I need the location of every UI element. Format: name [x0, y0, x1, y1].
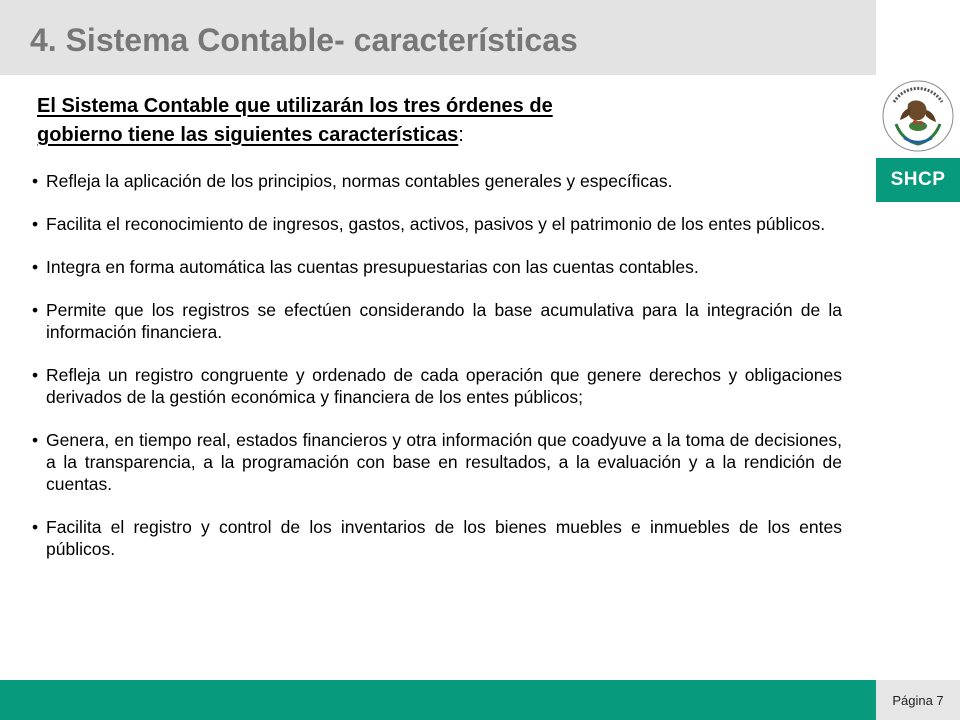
list-item-text: Genera, en tiempo real, estados financieros y otra información que coadyuve a la toma de decisiones, a la transparencia, a la programación con base en resultados, a la evaluación y a la rendición de cuentas.	[46, 430, 842, 494]
list-item	[30, 429, 842, 495]
bullet-icon: •	[32, 365, 39, 385]
list-item	[30, 516, 842, 560]
bullet-icon: •	[32, 171, 39, 191]
bullet-icon: •	[32, 430, 39, 450]
agency-logo: SHCP	[876, 158, 960, 202]
bullet-icon: •	[32, 214, 39, 234]
bullet-icon: •	[32, 257, 39, 277]
slide-title: 4. Sistema Contable- características	[30, 22, 578, 58]
list-item-text: Integra en forma automática las cuentas presupuestarias con las cuentas contables.	[46, 257, 699, 277]
mexican-coat-of-arms-icon	[880, 78, 956, 154]
bullet-icon: •	[32, 517, 39, 537]
list-item	[30, 213, 842, 235]
list-item-text: Facilita el reconocimiento de ingresos, gastos, activos, pasivos y el patrimonio de los entes públicos.	[46, 214, 826, 234]
intro-line-2: gobierno tiene las siguientes características	[37, 124, 459, 146]
feature-list	[30, 170, 842, 581]
list-item	[30, 170, 842, 192]
intro-colon: :	[458, 124, 464, 146]
list-item	[30, 256, 842, 278]
list-item-text: Facilita el registro y control de los inventarios de los bienes muebles e inmuebles de los entes públicos.	[46, 517, 842, 559]
page-number: Página 7	[876, 680, 960, 720]
title-bar	[0, 0, 876, 75]
intro-line-1: El Sistema Contable que utilizarán los tres órdenes de	[37, 95, 553, 117]
list-item	[30, 364, 842, 408]
list-item-text: Refleja la aplicación de los principios, normas contables generales y específicas.	[46, 171, 673, 191]
list-item	[30, 299, 842, 343]
intro-text	[37, 92, 757, 150]
footer-bar	[0, 680, 960, 720]
list-item-text: Permite que los registros se efectúen considerando la base acumulativa para la integración de la información financiera.	[46, 300, 842, 342]
list-item-text: Refleja un registro congruente y ordenado de cada operación que genere derechos y obligaciones derivados de la gestión económica y financiera de los entes públicos;	[46, 365, 842, 407]
bullet-icon: •	[32, 300, 39, 320]
